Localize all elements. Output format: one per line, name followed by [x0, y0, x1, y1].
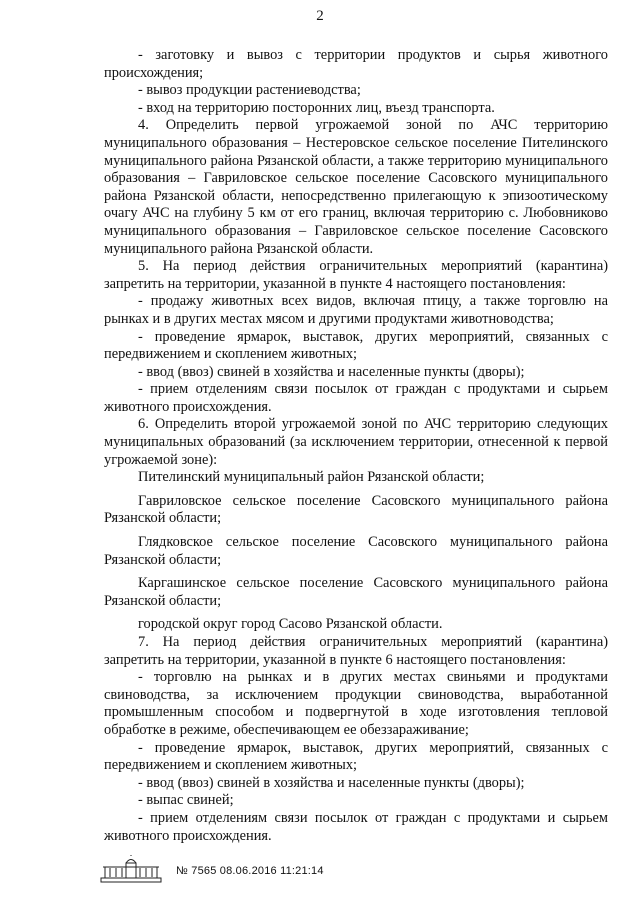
list-item-parcels: - прием отделениям связи посылок от граждан с продуктами и сырьем животного происхождения.	[104, 381, 608, 415]
list-item-animal-sales: - продажу животных всех видов, включая птицу, а также торговлю на рынках и в других местах мясом и другими продуктами животноводства;	[104, 293, 608, 327]
zone-item-pitelinsky: Пителинский муниципальный район Рязанской области;	[138, 469, 485, 486]
zone-item-sasovo: городской округ город Сасово Рязанской области.	[138, 616, 443, 633]
list-item-entry-ban: - вход на территорию посторонних лиц, въезд транспорта.	[138, 99, 495, 116]
list-item-pig-import-2: - ввод (ввоз) свиней в хозяйства и населенные пункты (дворы);	[138, 774, 525, 791]
government-building-icon	[100, 855, 162, 883]
clause-6: 6. Определить второй угрожаемой зоной по АЧС территорию следующих муниципальных образований (за исключением территории, отнесенной к первой угрожаемой зоне):	[104, 416, 608, 468]
clause-5: 5. На период действия ограничительных мероприятий (карантина) запретить на территории, указанной в пункте 4 настоящего постановления:	[104, 258, 608, 292]
clause-7: 7. На период действия ограничительных мероприятий (карантина) запретить на территории, указанной в пункте 6 настоящего постановления:	[104, 634, 608, 668]
registration-stamp: № 7565 08.06.2016 11:21:14	[176, 865, 324, 877]
list-item-crop-export: - вывоз продукции растениеводства;	[138, 82, 361, 99]
list-item-parcels-2: - прием отделениям связи посылок от граждан с продуктами и сырьем животного происхождения.	[104, 809, 608, 844]
zone-item-kargashinskoe: Каргашинское сельское поселение Сасовского муниципального района Рязанской области;	[104, 575, 608, 609]
list-item-pig-import: - ввод (ввоз) свиней в хозяйства и населенные пункты (дворы);	[138, 363, 525, 380]
list-item-fairs-2: - проведение ярмарок, выставок, других мероприятий, связанных с передвижением и скоплением животных;	[104, 739, 608, 774]
document-body	[104, 47, 608, 845]
page-number: 2	[316, 8, 324, 24]
list-item-pork-trade: - торговлю на рынках и в других местах свиньями и продуктами свиноводства, за исключением продукции свиноводства, выработанной промышленным способом и подвергнутой в ходе изготовления тепловой обработке в режиме, обеспечивающем ее обеззараживание;	[104, 669, 608, 738]
list-item-fairs: - проведение ярмарок, выставок, других мероприятий, связанных с передвижением и скоплением животных;	[104, 328, 608, 363]
clause-4: 4. Определить первой угрожаемой зоной по АЧС территорию муниципального образования – Нестеровское сельское поселение Пителинского муниципального района Рязанской области, а также территорию муниципального образования – Гавриловское сельское поселение Сасовского муниципального района Рязанской области, непосредственно прилегающую к эпизоотическому очагу АЧС на глубину 5 км от его границ, включая территорию с. Любовниково муниципального образования – Гавриловское сельское поселение Сасовского муниципального района Рязанской области.	[104, 117, 608, 257]
list-item-grazing: - выпас свиней;	[138, 792, 234, 809]
document-footer	[100, 853, 324, 883]
zone-item-glyadkovskoe: Глядковское сельское поселение Сасовского муниципального района Рязанской области;	[104, 534, 608, 568]
zone-item-gavrilovskoe: Гавриловское сельское поселение Сасовского муниципального района Рязанской области;	[104, 492, 608, 527]
list-item-procurement: - заготовку и вывоз с территории продуктов и сырья животного происхождения;	[104, 47, 608, 81]
